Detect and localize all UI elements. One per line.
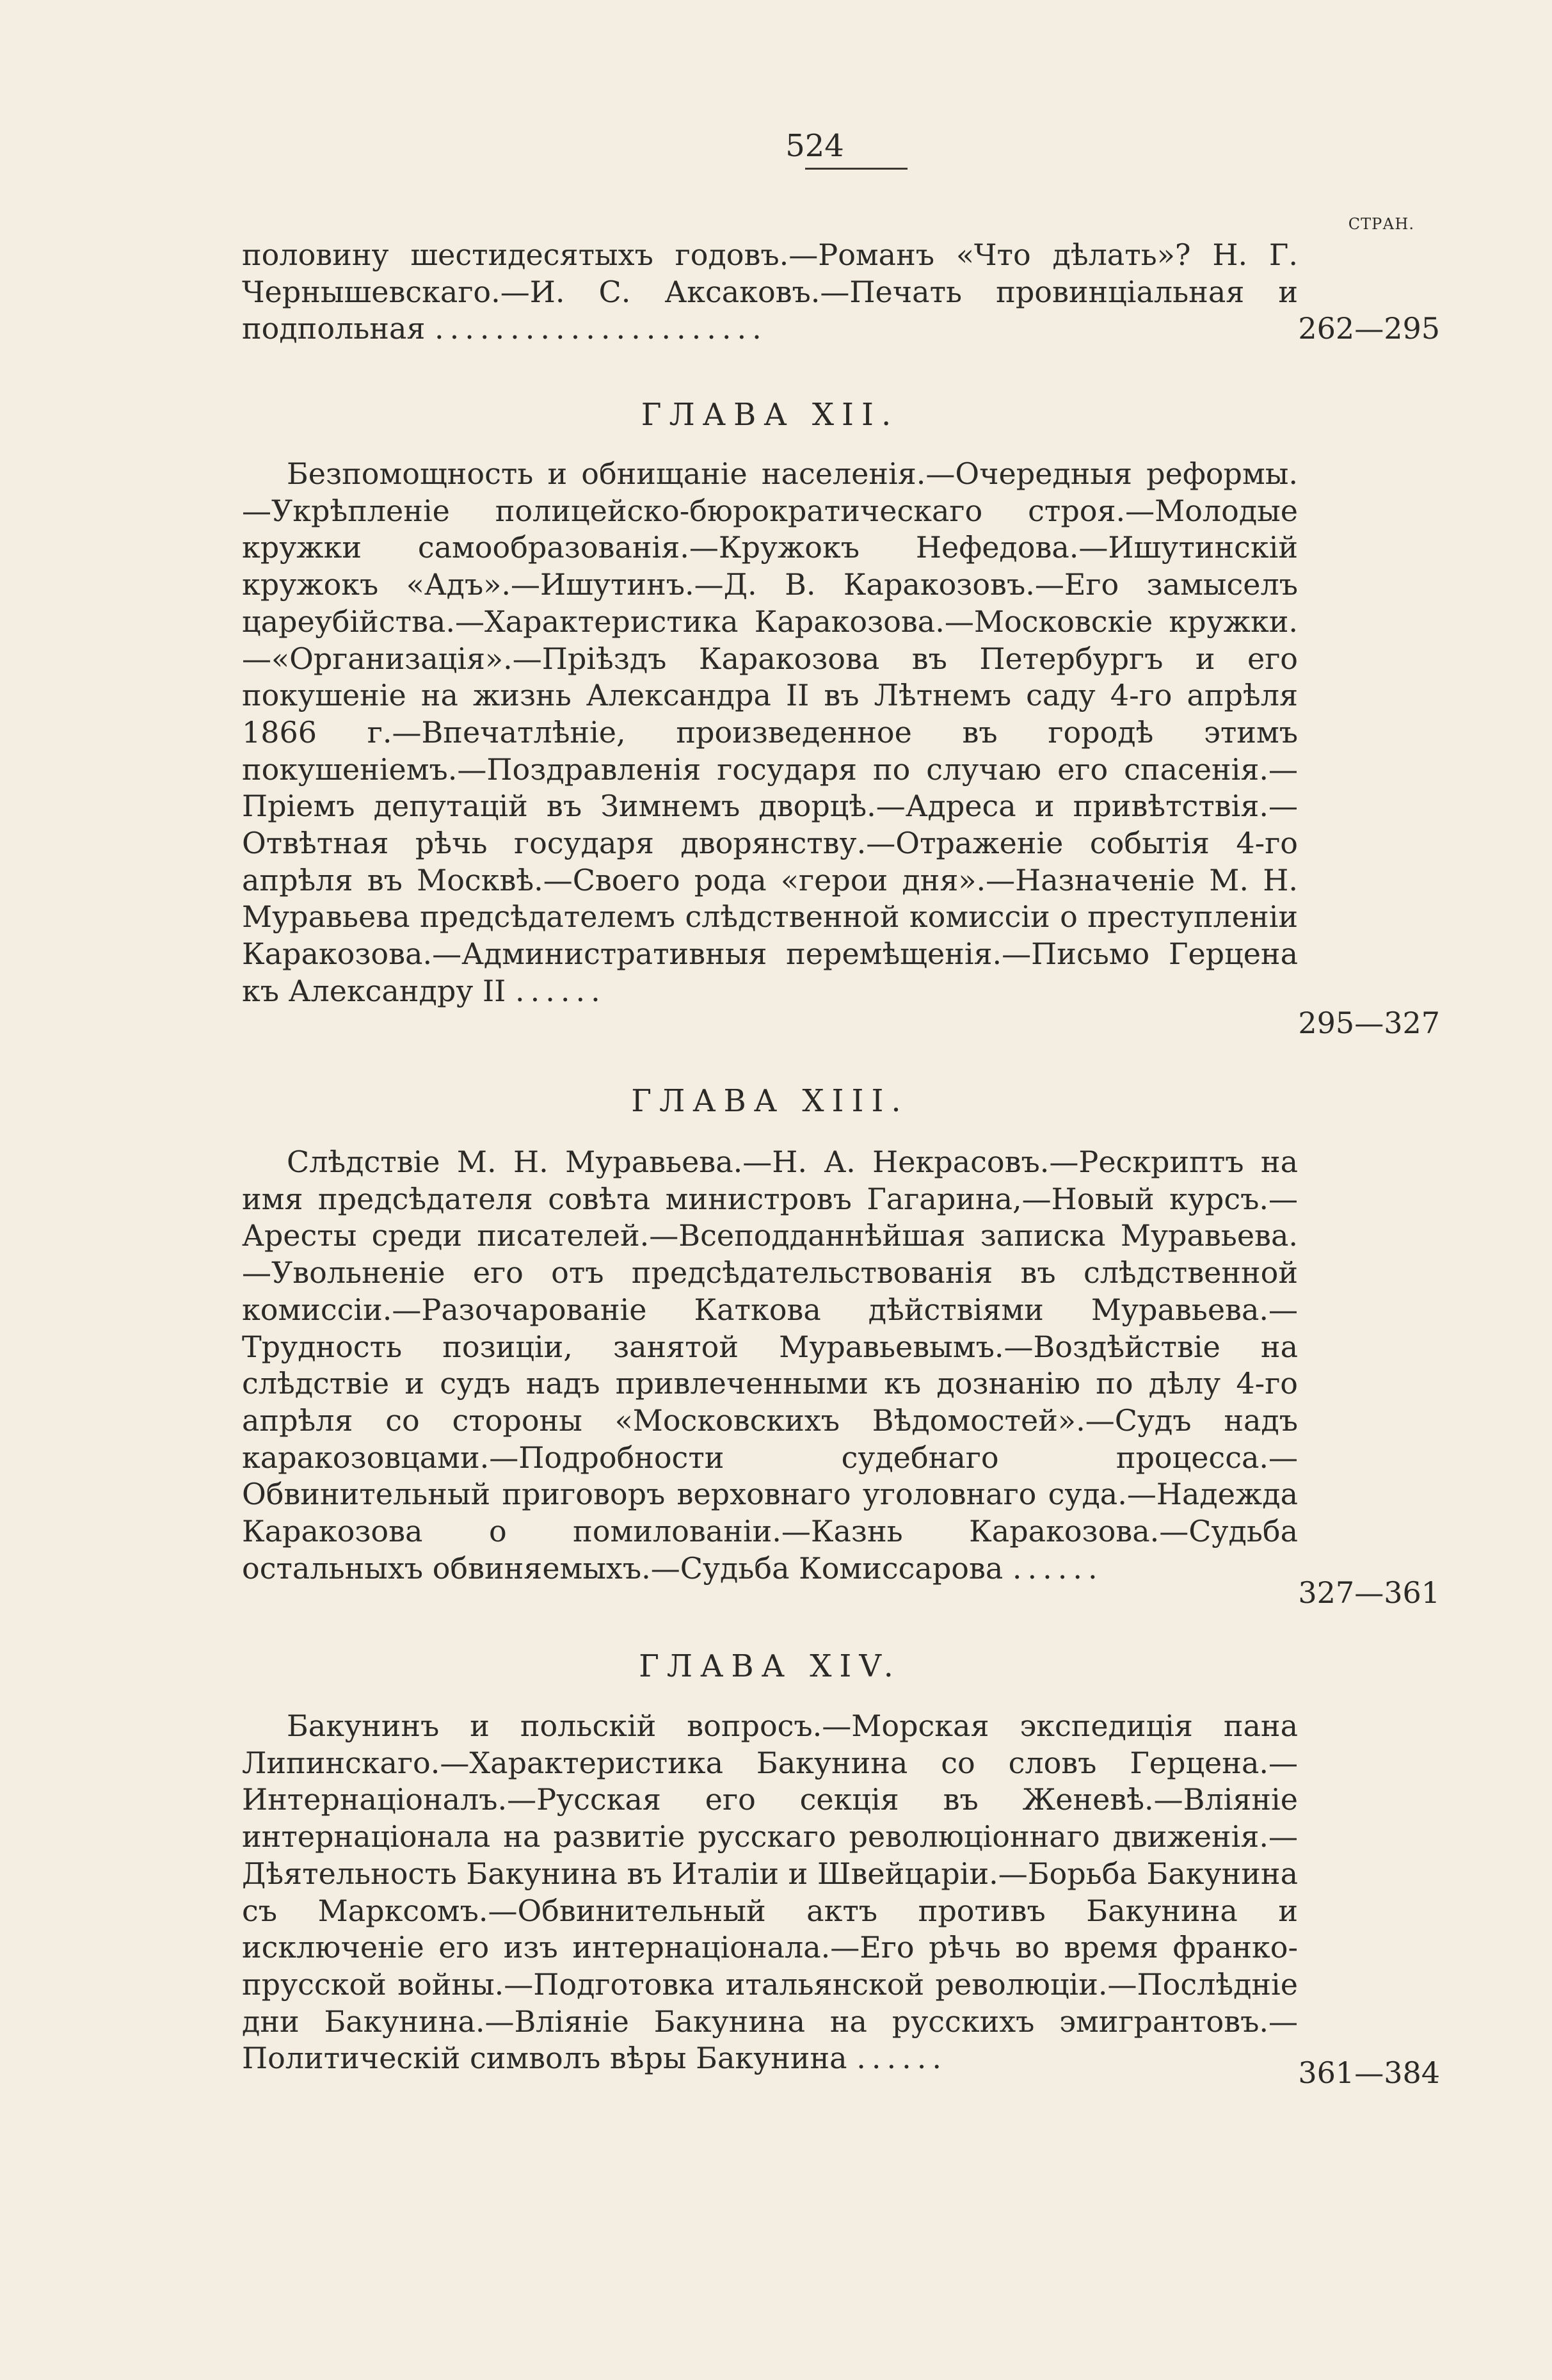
toc-entry-continuation — [242, 237, 1298, 348]
page-number-rule — [805, 168, 908, 170]
chapter-title-xiii: ГЛАВА XIII. — [631, 1083, 909, 1119]
page-number: 524 — [785, 128, 844, 164]
toc-entry-text — [242, 1708, 1298, 2077]
toc-entry-summary: половину шестидесятыхъ годовъ.—Романъ «Что дѣлать»? Н. Г. Чернышевскаго.—И. С. Аксаковъ.—Печать провинціальная и подпольная — [242, 237, 1298, 346]
dot-leader: ...... — [856, 2041, 947, 2076]
page-range: 361—384 — [1298, 2055, 1440, 2090]
toc-entry-text — [242, 1144, 1298, 1587]
toc-entry-summary: Бакунинъ и польскій вопросъ.—Морская экспедиція пана Липинскаго.—Характеристика Бакунина со словъ Герцена.—Интернаціоналъ.—Русская его секція въ Женевѣ.—Вліяніе интернаціонала на развитіе русскаго революціоннаго движенія.—Дѣятельность Бакунина въ Италіи и Швейцаріи.—Борьба Бакунина съ Марксомъ.—Обвинительный актъ противъ Бакунина и исключеніе его изъ интернаціонала.—Его рѣчь во время франко-прусской войны.—Подготовка итальянской революціи.—Послѣдніе дни Бакунина.—Вліяніе Бакунина на русскихъ эмигрантовъ.—Политическій символъ вѣры Бакунина — [242, 1709, 1298, 2076]
toc-entry-text — [242, 237, 1298, 348]
column-header: СТРАН. — [1348, 215, 1414, 233]
chapter-title-xii: ГЛАВА XII. — [641, 397, 899, 433]
page-range: 327—361 — [1298, 1575, 1440, 1610]
toc-entry-text — [242, 456, 1298, 1010]
toc-entry-chapter-xiii — [242, 1144, 1298, 1587]
dot-leader: ...... — [515, 973, 606, 1008]
toc-entry-summary: Безпомощность и обнищаніе населенія.—Очередныя реформы.—Укрѣпленіе полицейско-бюрократическаго строя.—Молодые кружки самообразованія.—Кружокъ Нефедова.—Ишутинскій кружокъ «Адъ».—Ишутинъ.—Д. В. Каракозовъ.—Его замыселъ цареубійства.—Характеристика Каракозова.—Московскіе кружки.—«Организація».—Пріѣздъ Каракозова въ Петербургъ и его покушеніе на жизнь Александра II въ Лѣтнемъ саду 4-го апрѣля 1866 г.—Впечатлѣніе, произведенное въ городѣ этимъ покушеніемъ.—Поздравленія государя по случаю его спасенія.—Пріемъ депутацій въ Зимнемъ дворцѣ.—Адреса и привѣтствія.—Отвѣтная рѣчь государя дворянству.—Отраженіе событія 4-го апрѣля въ Москвѣ.—Своего рода «герои дня».—Назначеніе М. Н. Муравьева предсѣдателемъ слѣдственной комиссіи о преступленіи Каракозова.—Административныя перемѣщенія.—Письмо Герцена къ Александру II — [242, 456, 1298, 1008]
toc-entry-chapter-xii — [242, 456, 1298, 1010]
page-range: 262—295 — [1298, 311, 1440, 346]
chapter-title-xiv: ГЛАВА XIV. — [639, 1648, 901, 1684]
toc-entry-summary: Слѣдствіе М. Н. Муравьева.—Н. А. Некрасовъ.—Рескриптъ на имя предсѣдателя совѣта министровъ Гагарина,—Новый курсъ.—Аресты среди писателей.—Всеподданнѣйшая записка Муравьева.—Увольненіе его отъ предсѣдательствованія въ слѣдственной комиссіи.—Разочарованіе Каткова дѣйствіями Муравьева.—Трудность позиціи, занятой Муравьевымъ.—Воздѣйствіе на слѣдствіе и судъ надъ привлеченными къ дознанію по дѣлу 4-го апрѣля со стороны «Московскихъ Вѣдомостей».—Судъ надъ каракозовцами.—Подробности судебнаго процесса.—Обвинительный приговоръ верховнаго уголовнаго суда.—Надежда Каракозова о помилованіи.—Казнь Каракозова.—Судьба остальныхъ обвиняемыхъ.—Судьба Комиссарова — [242, 1145, 1298, 1586]
toc-entry-chapter-xiv — [242, 1708, 1298, 2077]
page-range: 295—327 — [1298, 1006, 1440, 1040]
dot-leader: ...................... — [435, 311, 767, 346]
dot-leader: ...... — [1012, 1550, 1103, 1586]
